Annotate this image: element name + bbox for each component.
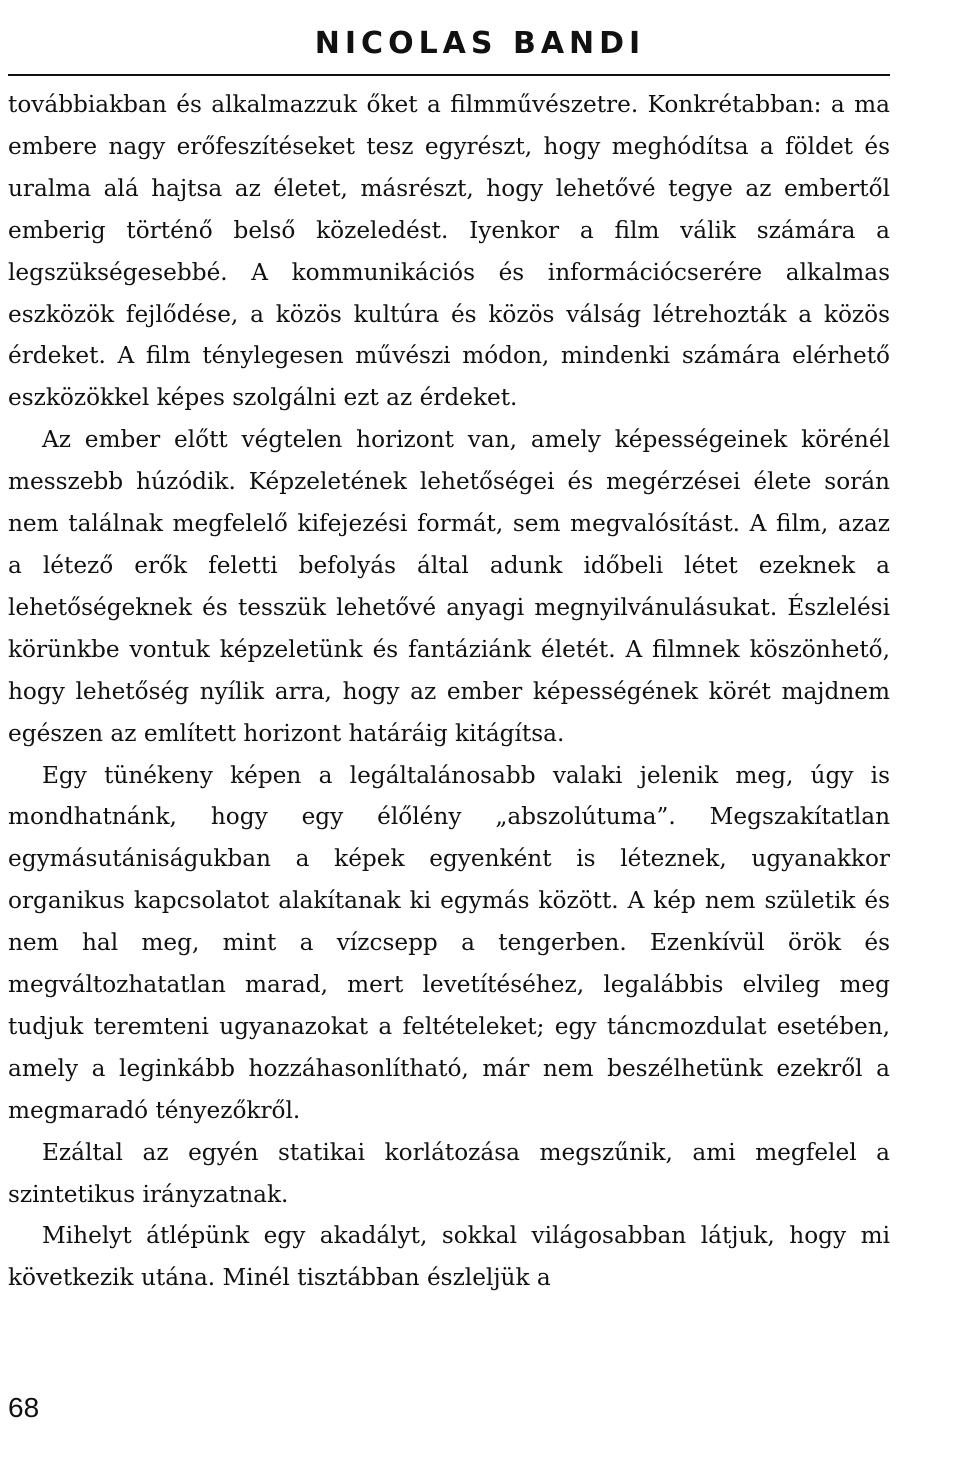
header-rule [8,74,890,76]
paragraph-1: továbbiakban és alkalmazzuk őket a filmművészetre. Konkrétabban: a ma embere nagy erőfeszítéseket tesz egyrészt, hogy meghódítsa a földet és uralma alá hajtsa az életet, másrészt, hogy lehetővé tegye az embertől emberig történő belső közeledést. Iyenkor a film válik számára a legszükségesebbé. A kommunikációs és információcserére alkalmas eszközök fejlődése, a közös kultúra és közös válság létrehozták a közös érdeket. A film ténylegesen művészi módon, mindenki számára elérhető eszközökkel képes szolgálni ezt az érdeket. [8,91,890,412]
paragraph-3: Egy tünékeny képen a legáltalánosabb valaki jelenik meg, úgy is mondhatnánk, hogy egy élőlény „abszolútuma”. Megszakítatlan egymásutániságukban a képek egyenként is léteznek, ugyanakkor organikus kapcsolatot alakítanak ki egymás között. A kép nem születik és nem hal meg, mint a vízcsepp a tengerben. Ezenkívül örök és megváltozhatatlan marad, mert levetítéséhez, legalábbis elvileg meg tudjuk teremteni ugyanazokat a feltételeket; egy táncmozdulat esetében, amely a leginkább hozzáhasonlítható, már nem beszélhetünk ezekről a megmaradó tényezőkről. [8,761,890,1124]
body-text [8,84,890,1299]
paragraph-2: Az ember előtt végtelen horizont van, amely képességeinek körénél messzebb húzódik. Képzeletének lehetőségei és megérzései élete során nem találnak megfelelő kifejezési formát, sem megvalósítást. A film, azaz a létező erők feletti befolyás által adunk időbeli létet ezeknek a lehetőségeknek és tesszük lehetővé anyagi megnyilvánulásukat. Észlelési körünkbe vontuk képzeletünk és fantáziánk életét. A filmnek köszönhető, hogy lehetőség nyílik arra, hogy az ember képességének körét majdnem egészen az említett horizont határáig kitágítsa. [8,426,890,747]
page-number: 68 [8,1392,40,1423]
running-head: NICOLAS BANDI [314,26,646,61]
paragraph-4: Ezáltal az egyén statikai korlátozása megszűnik, ami megfelel a szintetikus irányzatnak. [8,1138,890,1208]
paragraph-5: Mihelyt átlépünk egy akadályt, sokkal világosabban látjuk, hogy mi következik utána. Minél tisztábban észleljük a [8,1222,890,1292]
